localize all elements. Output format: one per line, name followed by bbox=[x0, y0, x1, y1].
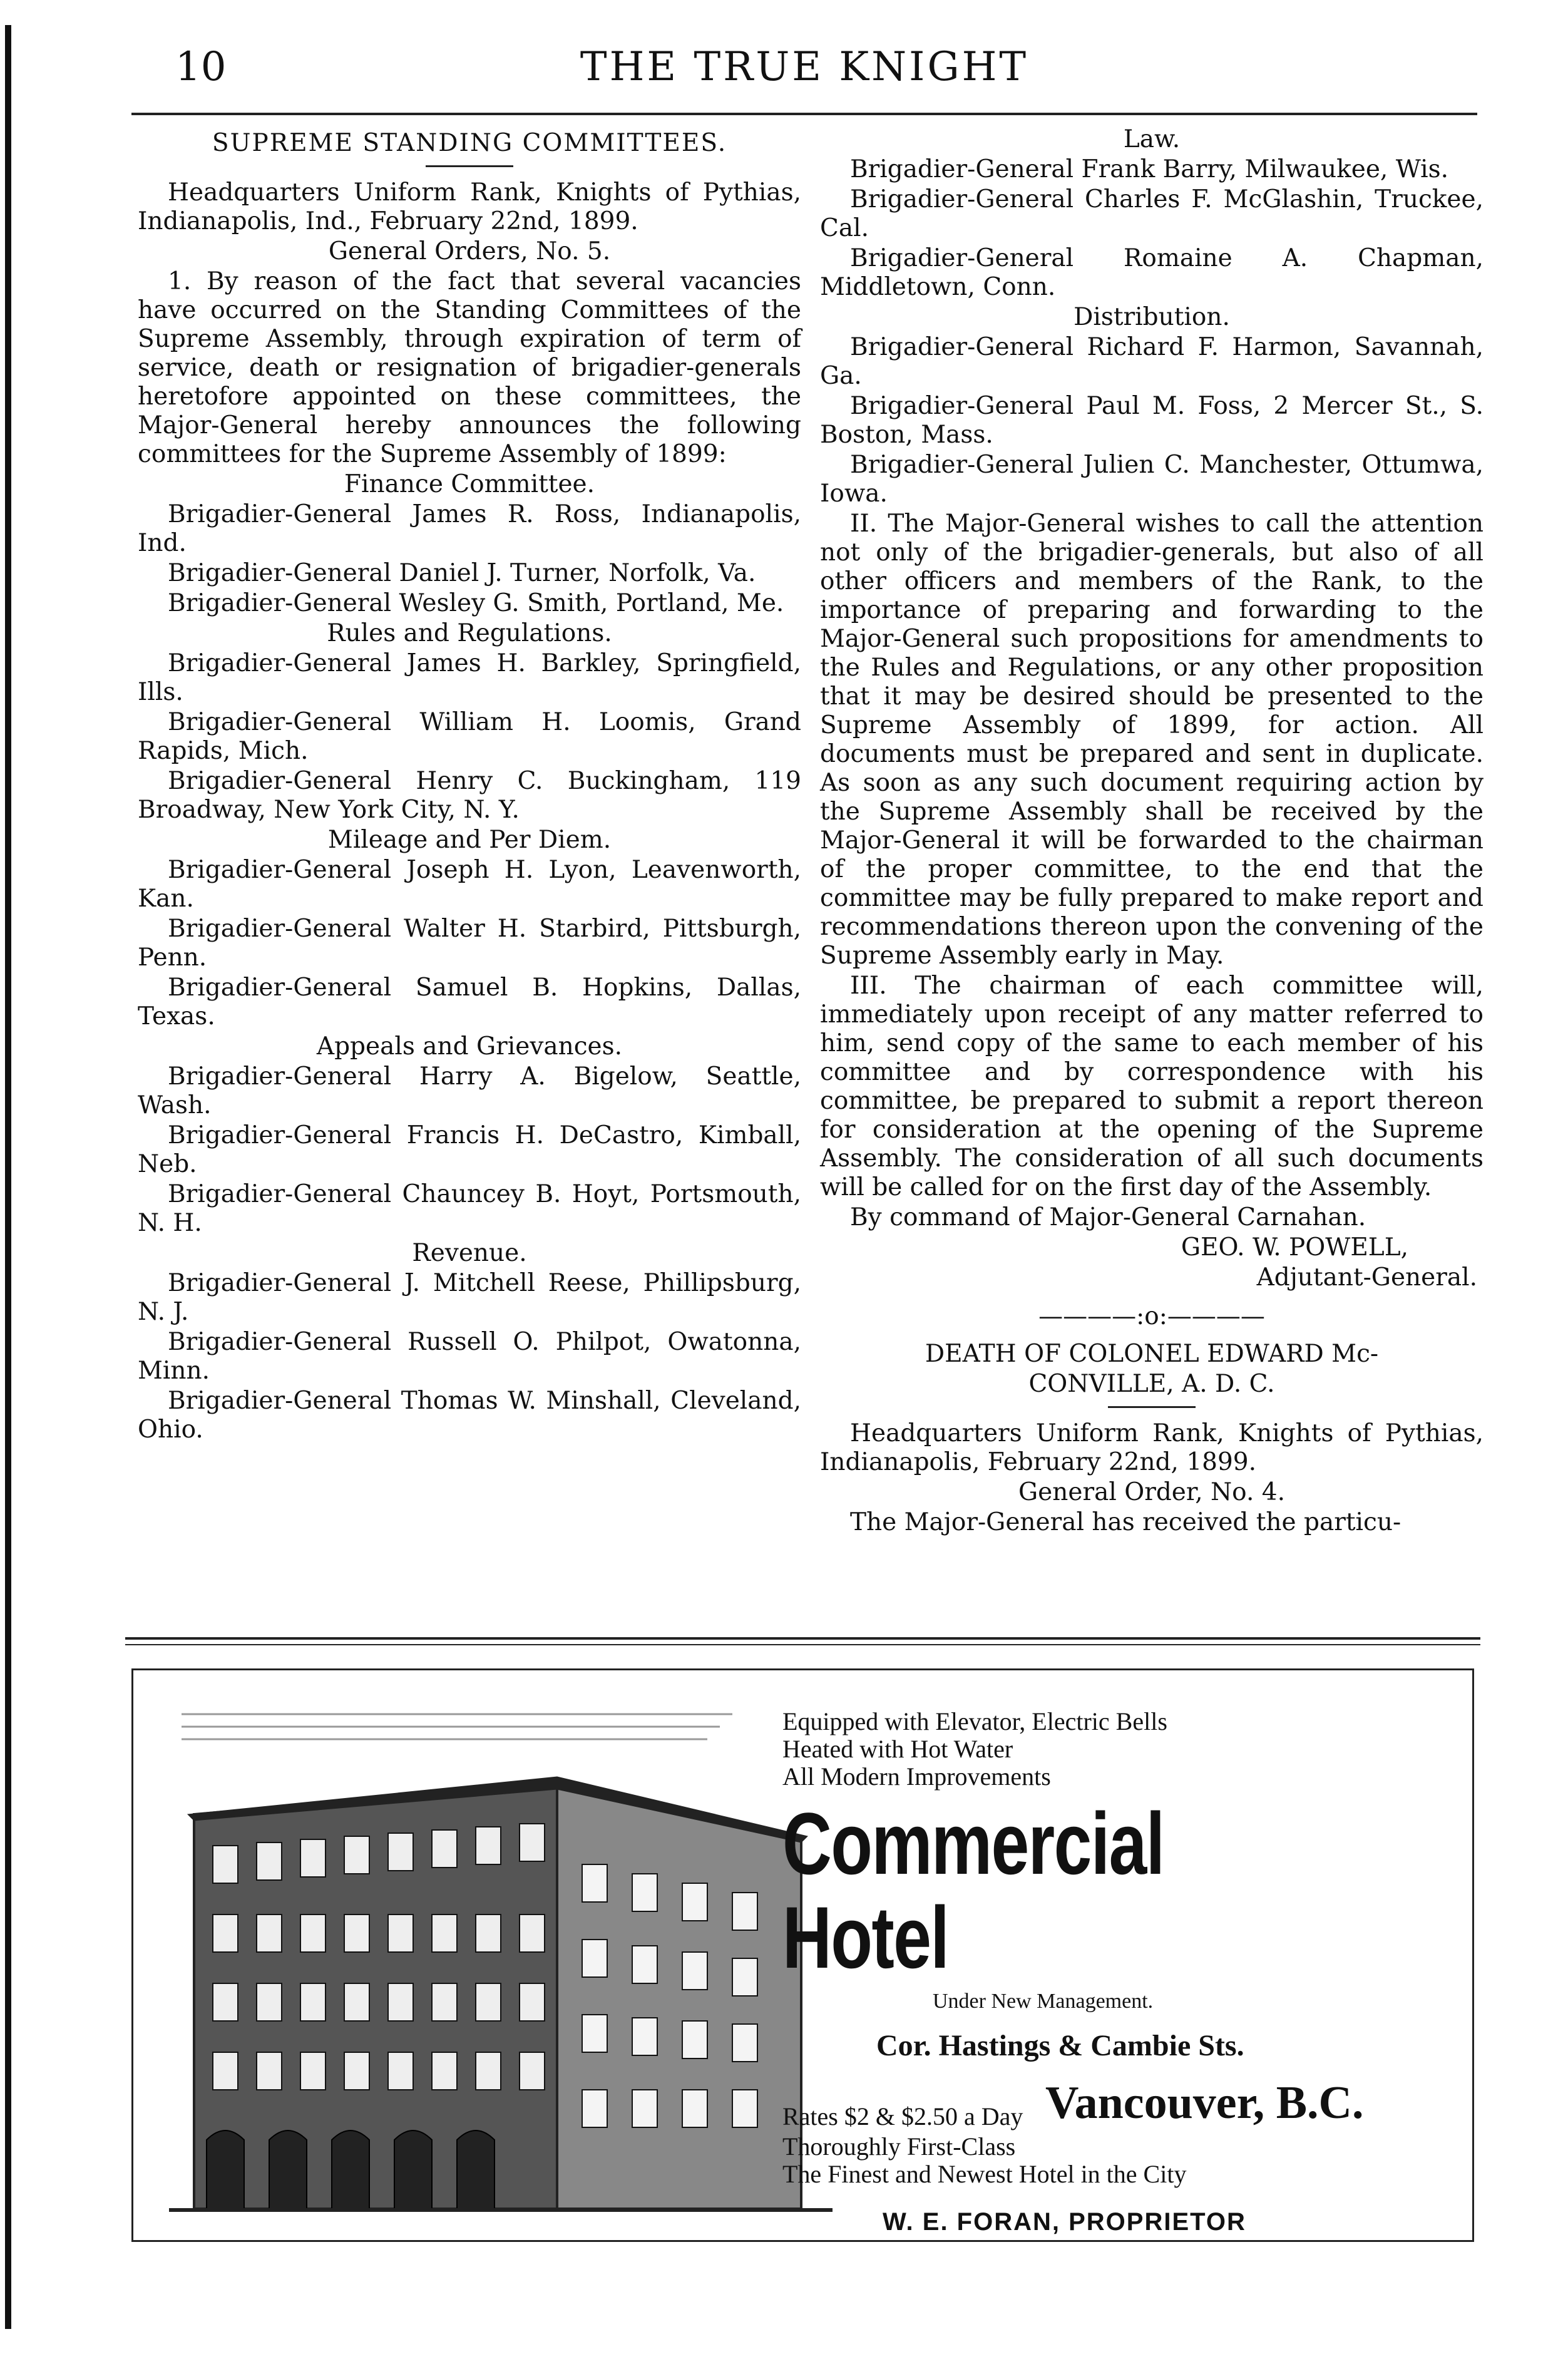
ad-feature-line: Equipped with Elevator, Electric Bells bbox=[782, 1707, 1167, 1735]
article-heading: DEATH OF COLONEL EDWARD Mc- bbox=[925, 1340, 1379, 1368]
committee-member: Brigadier-General James R. Ross, Indianapolis, Ind. bbox=[138, 500, 801, 557]
committee-title: Distribution. bbox=[1074, 303, 1230, 331]
scan-edge-bar bbox=[5, 25, 11, 2329]
committee-member: Brigadier-General Julien C. Manchester, Ottumwa, Iowa. bbox=[820, 451, 1483, 508]
committee-member: Brigadier-General Charles F. McGlashin, Truckee, Cal. bbox=[820, 185, 1483, 242]
general-order: General Orders, No. 5. bbox=[328, 237, 611, 265]
hotel-name: Commercial Hotel bbox=[782, 1794, 1164, 1987]
ad-top-rule bbox=[125, 1637, 1480, 1640]
signer-name: GEO. W. POWELL, bbox=[1181, 1233, 1408, 1262]
article-heading: CONVILLE, A. D. C. bbox=[1028, 1370, 1275, 1398]
ad-feature-line: Thoroughly First-Class bbox=[782, 2132, 1016, 2161]
committee-member: Brigadier-General Samuel B. Hopkins, Dallas, Texas. bbox=[138, 974, 801, 1031]
command-line: By command of Major-General Carnahan. bbox=[850, 1203, 1366, 1231]
paragraph-3: III. The chairman of each committee will, immediately upon receipt of any matter referred to him, send copy of the same to each member of his committee and by correspondence with his committee, be prepared to submit a report thereon for consideration at the opening of the Supreme Assembly. The consideration of all such documents will be called for on the first day of the Assembly. bbox=[820, 972, 1483, 1201]
committee-member: Brigadier-General William H. Loomis, Grand Rapids, Mich. bbox=[138, 708, 801, 765]
committee-member: Brigadier-General Chauncey B. Hoyt, Portsmouth, N. H. bbox=[138, 1180, 801, 1237]
ad-top-rule-thin bbox=[125, 1644, 1480, 1645]
room-rates: Rates $2 & $2.50 a Day bbox=[782, 2102, 1023, 2130]
committee-member: Brigadier-General Paul M. Foss, 2 Mercer St., S. Boston, Mass. bbox=[820, 392, 1483, 449]
committee-member: Brigadier-General James H. Barkley, Springfield, Ills. bbox=[138, 649, 801, 706]
committee-title: Appeals and Grievances. bbox=[316, 1032, 623, 1061]
rates-row bbox=[782, 2077, 1471, 2133]
section-separator: ————:o:———— bbox=[1038, 1302, 1265, 1330]
committee-member: Brigadier-General Francis H. DeCastro, Kimball, Neb. bbox=[138, 1121, 801, 1178]
signer-title: Adjutant-General. bbox=[1256, 1263, 1477, 1292]
committee-member: Brigadier-General Romaine A. Chapman, Middletown, Conn. bbox=[820, 244, 1483, 301]
dateline: Headquarters Uniform Rank, Knights of Pythias, Indianapolis, February 22nd, 1899. bbox=[820, 1419, 1483, 1476]
hotel-location: Cor. Hastings & Cambie Sts. bbox=[876, 2029, 1244, 2062]
paragraph-1: 1. By reason of the fact that several vacancies have occurred on the Standing Committees of the Supreme Assembly, through expiration of term of service, death or resignation of brigadier-generals heretofore appointed on these committees, the Major-General hereby announces the following committees for the Supreme Assembly of 1899: bbox=[138, 267, 801, 468]
article-heading: SUPREME STANDING COMMITTEES. bbox=[212, 129, 727, 157]
hotel-building-illustration bbox=[169, 1689, 833, 2228]
page-number: 10 bbox=[175, 44, 227, 90]
committee-title: Law. bbox=[1123, 125, 1181, 153]
header-rule bbox=[131, 113, 1477, 115]
management-note: Under New Management. bbox=[933, 1990, 1154, 2013]
committee-member: Brigadier-General Thomas W. Minshall, Cleveland, Ohio. bbox=[138, 1387, 801, 1444]
right-column bbox=[820, 125, 1483, 1538]
ad-border-left bbox=[131, 1670, 133, 2240]
ad-copy bbox=[782, 1708, 1471, 2236]
proprietor-line: W. E. FORAN, PROPRIETOR bbox=[883, 2208, 1246, 2236]
hotel-advertisement bbox=[131, 1668, 1474, 2242]
committee-member: Brigadier-General Daniel J. Turner, Norfolk, Va. bbox=[168, 559, 756, 587]
hotel-city: Vancouver, B.C. bbox=[1045, 2077, 1364, 2129]
committee-title: Mileage and Per Diem. bbox=[327, 826, 612, 854]
committee-member: Brigadier-General Joseph H. Lyon, Leavenworth, Kan. bbox=[138, 856, 801, 913]
committee-member: Brigadier-General Henry C. Buckingham, 119 Broadway, New York City, N. Y. bbox=[138, 767, 801, 824]
committee-member: Brigadier-General Wesley G. Smith, Portland, Me. bbox=[168, 589, 784, 617]
ad-feature-line: All Modern Improvements bbox=[782, 1762, 1051, 1791]
committee-member: Brigadier-General Harry A. Bigelow, Seattle, Wash. bbox=[138, 1062, 801, 1119]
ad-feature-line: Heated with Hot Water bbox=[782, 1735, 1013, 1763]
committee-title: Revenue. bbox=[412, 1239, 527, 1267]
paragraph-2: II. The Major-General wishes to call the attention not only of the brigadier-generals, but also of all other officers and members of the Rank, to the importance of preparing and forwarding to the Major-General such propositions for amendments to the Rules and Regulations, or any other proposition that it may be desired should be presented to the Supreme Assembly of 1899, for action. All documents must be prepared and sent in duplicate. As soon as any such document requiring action by the Supreme Assembly shall be received by the Major-General it will be forwarded to the chairman of the proper committee, to the end that the committee may be fully prepared to make report and recommendations thereon upon the convening of the Supreme Assembly early in May. bbox=[820, 510, 1483, 970]
committee-member: Brigadier-General Frank Barry, Milwaukee, Wis. bbox=[850, 155, 1448, 183]
committee-member: Brigadier-General Walter H. Starbird, Pittsburgh, Penn. bbox=[138, 915, 801, 972]
page-header bbox=[131, 38, 1477, 113]
committee-title: Finance Committee. bbox=[344, 470, 595, 498]
paragraph-death: The Major-General has received the particu- bbox=[850, 1508, 1401, 1536]
ad-feature-line: The Finest and Newest Hotel in the City bbox=[782, 2160, 1187, 2188]
dateline: Headquarters Uniform Rank, Knights of Pythias, Indianapolis, Ind., February 22nd, 1899. bbox=[138, 178, 801, 235]
heading-rule bbox=[426, 165, 513, 167]
committee-member: Brigadier-General Richard F. Harmon, Savannah, Ga. bbox=[820, 333, 1483, 390]
committee-member: Brigadier-General Russell O. Philpot, Owatonna, Minn. bbox=[138, 1328, 801, 1385]
committee-member: Brigadier-General J. Mitchell Reese, Phillipsburg, N. J. bbox=[138, 1269, 801, 1326]
ad-border-right bbox=[1472, 1670, 1474, 2240]
left-column bbox=[138, 125, 801, 1446]
publication-title: THE TRUE KNIGHT bbox=[580, 44, 1029, 90]
heading-rule bbox=[1108, 1406, 1196, 1408]
general-order: General Order, No. 4. bbox=[1018, 1478, 1285, 1506]
committee-title: Rules and Regulations. bbox=[327, 619, 612, 647]
